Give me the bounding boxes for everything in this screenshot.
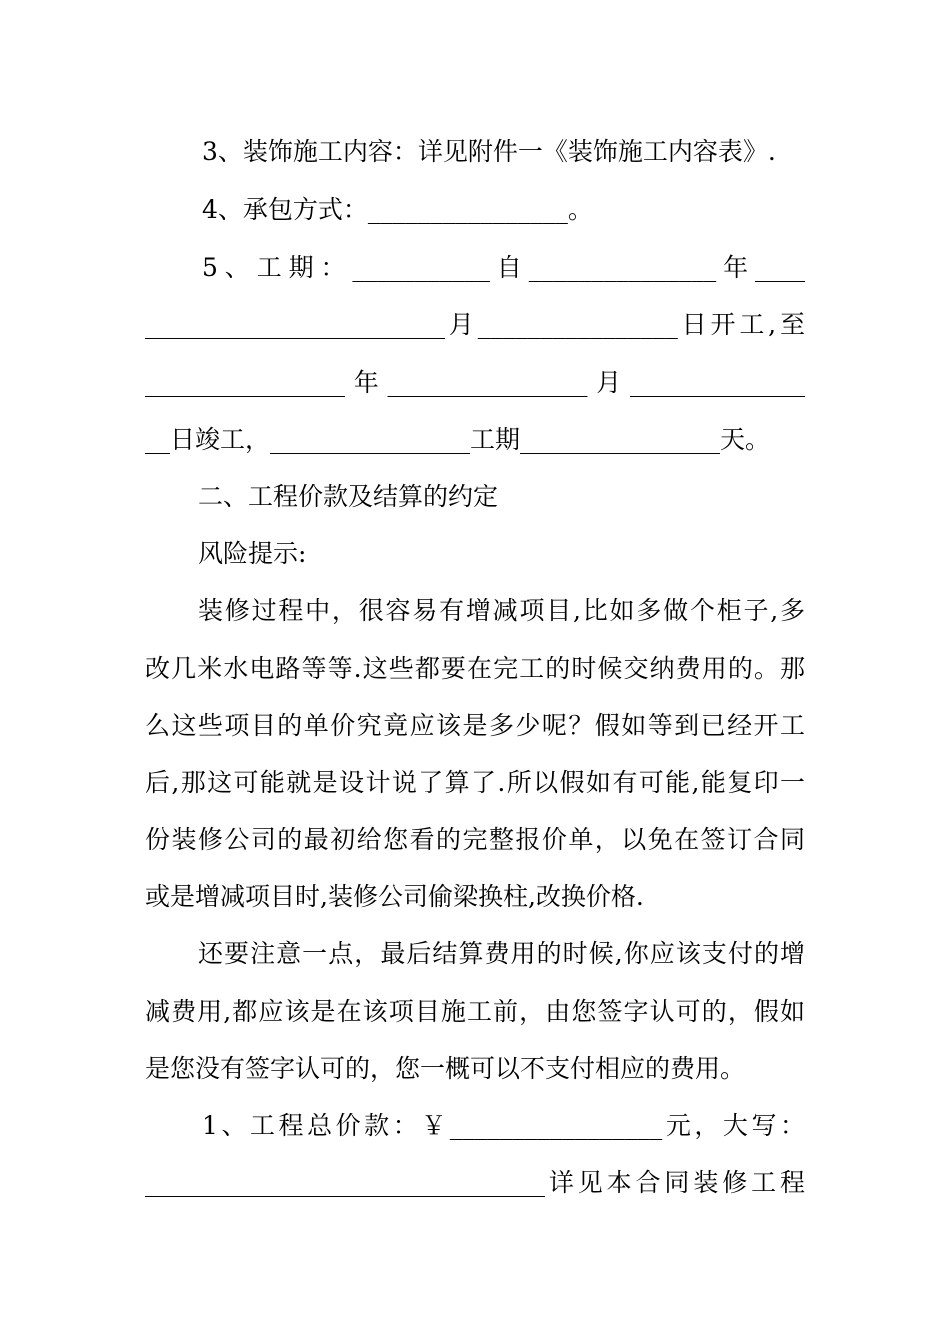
- paragraph-1-line-4: 后,那这可能就是设计说了算了.所以假如有可能,能复印一: [145, 768, 805, 797]
- paragraph-1-line-2: 改几米水电路等等.这些都要在完工的时候交纳费用的。那: [145, 654, 805, 683]
- total-price-line-2: ________________________________详见本合同装修工程: [145, 1168, 805, 1197]
- item-5-schedule-line-3: ________________年________________月______________: [145, 368, 805, 397]
- paragraph-1-line-5: 份装修公司的最初给您看的完整报价单，以免在签订合同: [145, 825, 805, 854]
- paragraph-1-line-1: 装修过程中，很容易有增减项目,比如多做个柜子,多: [198, 596, 805, 625]
- paragraph-2-line-2: 减费用,都应该是在该项目施工前，由您签字认可的，假如: [145, 997, 805, 1026]
- section-heading-price-settlement: 二、工程价款及结算的约定: [198, 482, 499, 511]
- risk-notice-label: 风险提示:: [198, 539, 307, 568]
- paragraph-1-line-3: 么这些项目的单价究竟应该是多少呢？假如等到已经开工: [145, 711, 805, 740]
- item-3-decoration-content: 3、装饰施工内容：详见附件一《装饰施工内容表》.: [202, 137, 776, 166]
- item-5-schedule-line-1: 5、工期：___________自_______________年____: [202, 253, 805, 282]
- item-5-schedule-line-2: ________________________月________________日开工,至: [145, 310, 805, 339]
- item-5-schedule-line-4: __日竣工，________________工期________________天。: [145, 425, 771, 454]
- item-4-contract-method: 4、承包方式：________________。: [202, 195, 593, 224]
- total-price-line-1: 1、工程总价款：￥_________________元，大写：: [202, 1111, 805, 1140]
- paragraph-1-line-6: 或是增减项目时,装修公司偷梁换柱,改换价格.: [145, 882, 644, 911]
- paragraph-2-line-1: 还要注意一点，最后结算费用的时候,你应该支付的增: [198, 939, 805, 968]
- paragraph-2-line-3: 是您没有签字认可的，您一概可以不支付相应的费用。: [145, 1054, 746, 1083]
